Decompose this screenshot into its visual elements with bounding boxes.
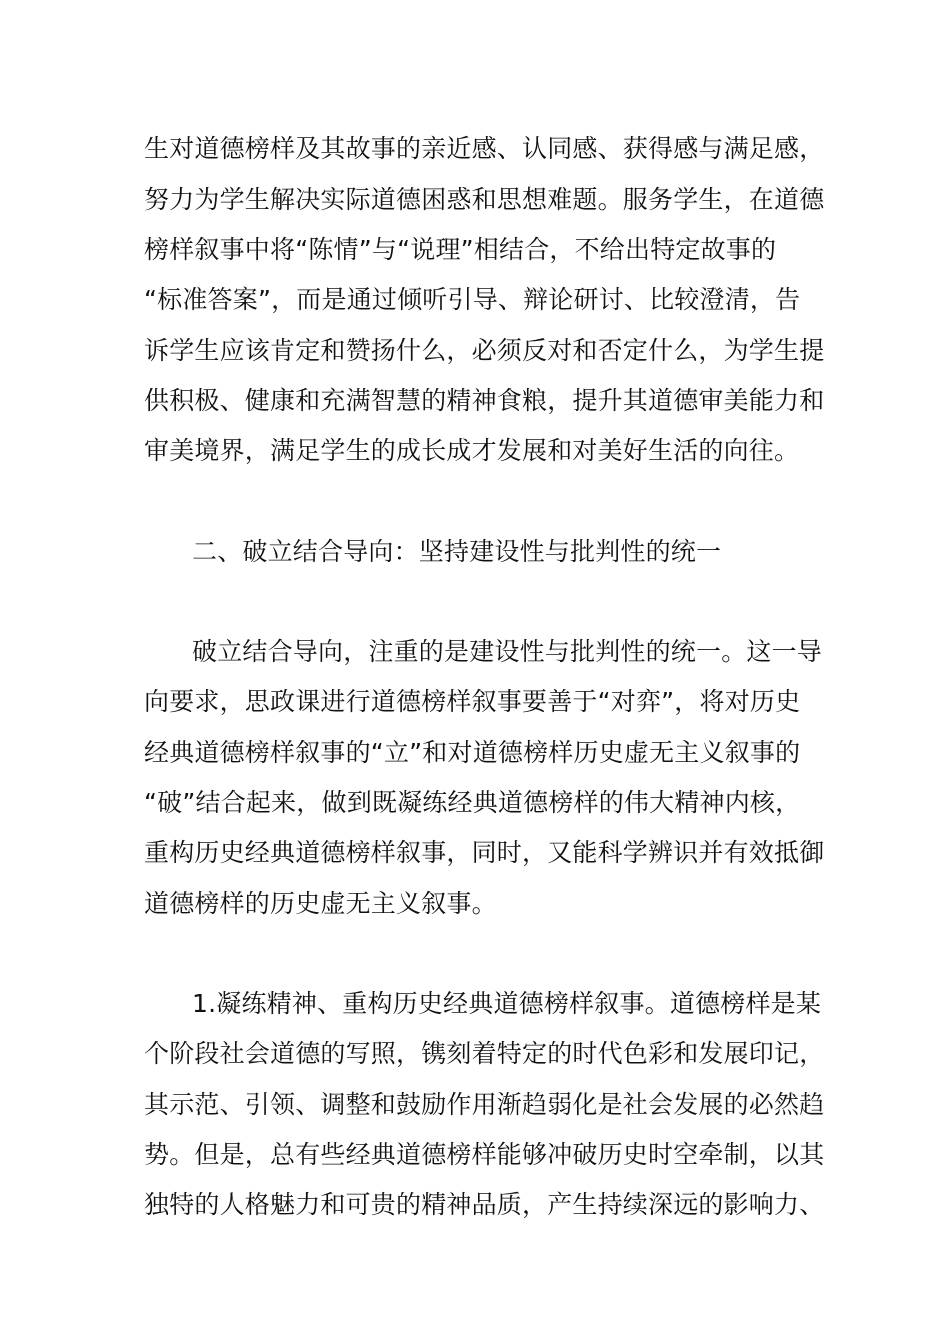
paragraph-line: 1.凝练精神、重构历史经典道德榜样叙事。道德榜样是某 (192, 989, 822, 1018)
paragraph-line: “破”结合起来，做到既凝练经典道德榜样的伟大精神内核， (144, 788, 801, 817)
paragraph-line: 经典道德榜样叙事的“立”和对道德榜样历史虚无主义叙事的 (144, 738, 801, 767)
paragraph-line: 审美境界，满足学生的成长成才发展和对美好生活的向往。 (144, 436, 800, 465)
paragraph-line: 其示范、引领、调整和鼓励作用渐趋弱化是社会发展的必然趋 (144, 1090, 825, 1119)
paragraph-line: “标准答案”，而是通过倾听引导、辩论研讨、比较澄清，告 (144, 285, 801, 314)
section-heading: 二、破立结合导向：坚持建设性与批判性的统一 (192, 537, 722, 566)
paragraph-line: 势。但是，总有些经典道德榜样能够冲破历史时空牵制，以其 (144, 1140, 825, 1169)
paragraph-line: 供积极、健康和充满智慧的精神食粮，提升其道德审美能力和 (144, 386, 825, 415)
paragraph-line: 重构历史经典道德榜样叙事，同时，又能科学辨识并有效抵御 (144, 838, 825, 867)
paragraph-line: 榜样叙事中将“陈情”与“说理”相结合，不给出特定故事的 (144, 235, 777, 264)
paragraph-line: 破立结合导向，注重的是建设性与批判性的统一。这一导 (192, 637, 823, 666)
paragraph-line: 个阶段社会道德的写照，镌刻着特定的时代色彩和发展印记， (144, 1039, 825, 1068)
paragraph-line: 生对道德榜样及其故事的亲近感、认同感、获得感与满足感， (144, 134, 825, 163)
paragraph-line: 诉学生应该肯定和赞扬什么，必须反对和否定什么，为学生提 (144, 336, 825, 365)
paragraph-line: 独特的人格魅力和可贵的精神品质，产生持续深远的影响力、 (144, 1190, 825, 1219)
paragraph-line: 道德榜样的历史虚无主义叙事。 (144, 889, 497, 918)
paragraph-line: 努力为学生解决实际道德困惑和思想难题。服务学生，在道德 (144, 185, 825, 214)
paragraph-line: 向要求，思政课进行道德榜样叙事要善于“对弈”，将对历史 (144, 687, 801, 716)
